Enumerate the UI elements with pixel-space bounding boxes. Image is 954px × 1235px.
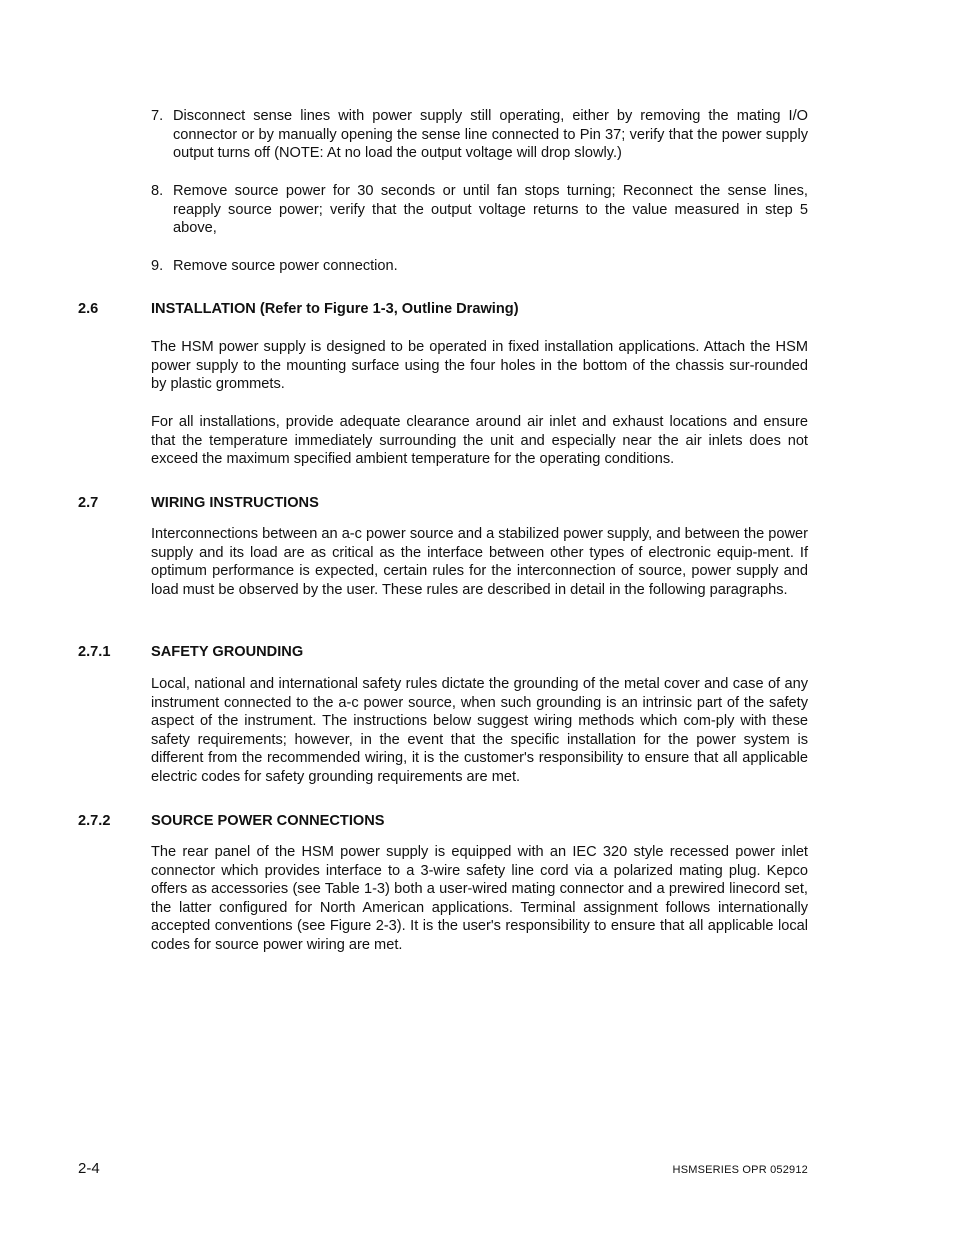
section-title: INSTALLATION (Refer to Figure 1-3, Outline Drawing) — [151, 301, 519, 317]
step-number: 8. — [151, 183, 164, 199]
step-number: 7. — [151, 108, 164, 124]
paragraph: The HSM power supply is designed to be operated in fixed installation applications. Attach the HSM power supply to the mounting surface using the four holes in the bottom of the chassis sur-rounded by plastic grommets. — [151, 339, 808, 393]
step-text: Disconnect sense lines with power supply still operating, either by removing the mating I/O connector or by manually opening the sense line connected to Pin 37; verify that the power supply output turns off (NOTE: At no load the output voltage will drop slowly.) — [173, 108, 808, 162]
page-number: 2-4 — [78, 1160, 100, 1177]
section-number: 2.7.1 — [78, 644, 111, 660]
section-number: 2.7.2 — [78, 813, 111, 829]
section-title: SAFETY GROUNDING — [151, 644, 304, 660]
section-number: 2.6 — [78, 301, 99, 317]
paragraph: Local, national and international safety rules dictate the grounding of the metal cover and case of any instrument connected to the a-c power source, when such grounding is an intrinsic part of the safety aspect of the instrument. The instructions below suggest wiring methods which com-ply with these safety requirements; however, in the event that the specific installation for the power system is different from the recommended wiring, it is the customer's responsibility to ensure that all applicable electric codes for safety grounding requirements are met. — [151, 676, 808, 785]
step-text: Remove source power connection. — [173, 258, 398, 274]
paragraph: Interconnections between an a-c power source and a stabilized power supply, and between the power supply and its load are as critical as the interface between other types of electronic equip-ment. If optimum performance is expected, certain rules for the interconnection of source, power supply and load must be observed by the user. These rules are described in detail in the following paragraphs. — [151, 526, 808, 598]
step-7 — [151, 107, 808, 163]
section-number: 2.7 — [78, 495, 99, 511]
step-8 — [151, 182, 808, 238]
section-title: WIRING INSTRUCTIONS — [151, 495, 319, 511]
step-text: Remove source power for 30 seconds or until fan stops turning; Reconnect the sense lines, reapply source power; verify that the output voltage returns to the value measured in step 5 above, — [173, 183, 808, 237]
document-id: HSMSERIES OPR 052912 — [672, 1164, 808, 1176]
section-title: SOURCE POWER CONNECTIONS — [151, 813, 385, 829]
paragraph: For all installations, provide adequate clearance around air inlet and exhaust locations and ensure that the temperature immediately surrounding the unit and especially near the air inlets does not exceed the maximum specified ambient temperature for the operating conditions. — [151, 414, 808, 468]
step-9 — [151, 257, 808, 276]
paragraph: The rear panel of the HSM power supply is equipped with an IEC 320 style recessed power inlet connector which provides interface to a 3-wire safety line cord via a polarized mating plug. Kepco offers as accessories (see Table 1-3) both a user-wired mating connector and a prewired linecord set, the latter configured for North American applications. Terminal assignment follows internationally accepted conventions (see Figure 2-3). It is the user's responsibility to ensure that all applicable local codes for source power wiring are met. — [151, 844, 808, 953]
step-number: 9. — [151, 258, 164, 274]
